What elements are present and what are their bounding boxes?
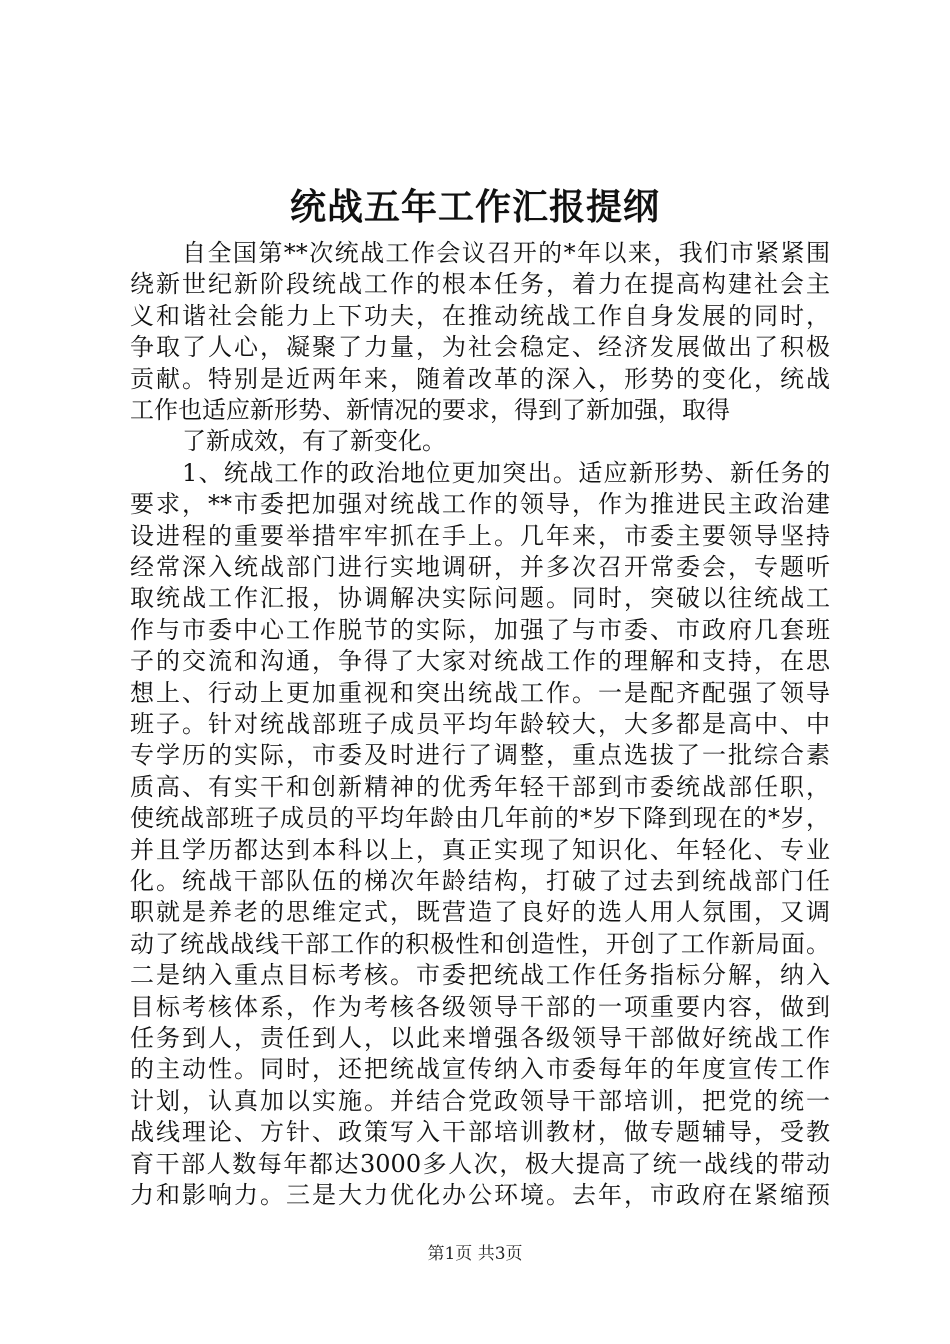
body-line-15: 想上、行动上更加重视和突出统战工作。一是配齐配强了领导 bbox=[130, 679, 830, 707]
body-line-13: 作与市委中心工作脱节的实际，加强了与市委、市政府几套班 bbox=[130, 616, 830, 644]
body-line-10: 设进程的重要举措牢牢抓在手上。几年来，市委主要领导坚持 bbox=[130, 522, 830, 550]
body-line-23: 动了统战战线干部工作的积极性和创造性，开创了工作新局面。 bbox=[130, 930, 830, 958]
body-line-16: 班子。针对统战部班子成员平均年龄较大，大多都是高中、中 bbox=[130, 710, 830, 738]
body-line-22: 职就是养老的思维定式，既营造了良好的选人用人氛围，又调 bbox=[130, 898, 830, 926]
body-line-14: 子的交流和沟通，争得了大家对统战工作的理解和支持，在思 bbox=[130, 647, 830, 675]
body-line-12: 取统战工作汇报，协调解决实际问题。同时，突破以往统战工 bbox=[130, 584, 830, 612]
body-line-6: 工作也适应新形势、新情况的要求，得到了新加强，取得 bbox=[130, 396, 730, 424]
body-line-31: 力和影响力。三是大力优化办公环境。去年，市政府在紧缩预 bbox=[130, 1181, 830, 1209]
body-line-26: 任务到人，责任到人，以此来增强各级领导干部做好统战工作 bbox=[130, 1024, 830, 1052]
body-line-25: 目标考核体系，作为考核各级领导干部的一项重要内容，做到 bbox=[130, 993, 830, 1021]
body-line-11: 经常深入统战部门进行实地调研，并多次召开常委会，专题听 bbox=[130, 553, 830, 581]
body-line-27: 的主动性。同时，还把统战宣传纳入市委每年的年度宣传工作 bbox=[130, 1055, 830, 1083]
body-line-4: 争取了人心，凝聚了力量，为社会稳定、经济发展做出了积极 bbox=[130, 333, 830, 361]
body-line-7: 了新成效，有了新变化。 bbox=[182, 427, 446, 455]
body-line-21: 化。统战干部队伍的梯次年龄结构，打破了过去到统战部门任 bbox=[130, 867, 830, 895]
body-line-28: 计划，认真加以实施。并结合党政领导干部培训，把党的统一 bbox=[130, 1087, 830, 1115]
document-title: 统战五年工作汇报提纲 bbox=[289, 187, 660, 228]
body-line-20: 并且学历都达到本科以上，真正实现了知识化、年轻化、专业 bbox=[130, 836, 830, 864]
body-line-9: 要求，**市委把加强对统战工作的领导，作为推进民主政治建 bbox=[130, 490, 830, 518]
body-line-29: 战线理论、方针、政策写入干部培训教材，做专题辅导，受教 bbox=[130, 1118, 830, 1146]
body-line-18: 质高、有实干和创新精神的优秀年轻干部到市委统战部任职， bbox=[130, 773, 830, 801]
body-line-2: 绕新世纪新阶段统战工作的根本任务，着力在提高构建社会主 bbox=[130, 270, 830, 298]
body-line-30: 育干部人数每年都达3000多人次，极大提高了统一战线的带动 bbox=[130, 1150, 830, 1178]
body-line-19: 使统战部班子成员的平均年龄由几年前的*岁下降到现在的*岁， bbox=[130, 804, 830, 832]
body-line-8: 1、统战工作的政治地位更加突出。适应新形势、新任务的 bbox=[182, 459, 830, 487]
body-line-17: 专学历的实际，市委及时进行了调整，重点选拔了一批综合素 bbox=[130, 741, 830, 769]
body-line-3: 义和谐社会能力上下功夫，在推动统战工作自身发展的同时， bbox=[130, 302, 830, 330]
body-line-1: 自全国第**次统战工作会议召开的*年以来，我们市紧紧围 bbox=[182, 239, 830, 267]
page-footer: 第1页 共3页 bbox=[427, 1244, 523, 1264]
body-line-24: 二是纳入重点目标考核。市委把统战工作任务指标分解，纳入 bbox=[130, 961, 830, 989]
body-line-5: 贡献。特别是近两年来，随着改革的深入，形势的变化，统战 bbox=[130, 365, 830, 393]
